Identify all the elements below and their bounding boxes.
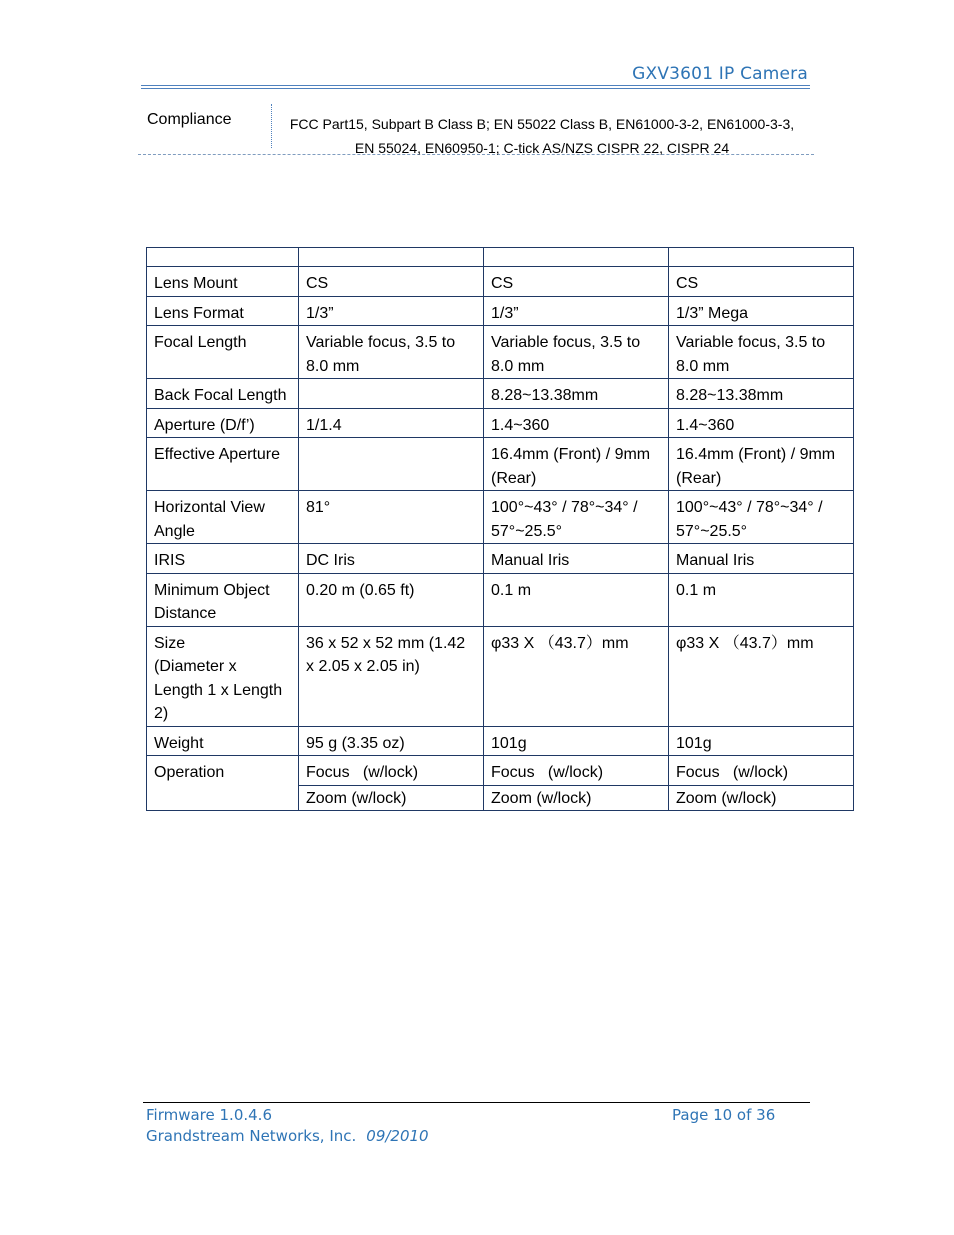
- value-cell: [484, 379, 669, 409]
- value-cell: [299, 326, 484, 379]
- cell-text: Angle: [154, 522, 195, 540]
- value-cell: [484, 726, 669, 756]
- row-label-cell: [147, 326, 299, 379]
- cell-text: 16.4mm (Front) / 9mm: [491, 446, 651, 463]
- cell-text: Size: [154, 634, 186, 652]
- cell-text: (Diameter x: [154, 658, 237, 675]
- cell-text: (Rear): [676, 469, 722, 487]
- cell-text: 1/3” Mega: [676, 304, 749, 322]
- value-cell: [484, 326, 669, 379]
- cell-text: Horizontal View: [154, 499, 265, 516]
- footer-page-number: Page 10 of 36: [672, 1106, 776, 1124]
- value-cell: [484, 626, 669, 726]
- cell-text: 57°~25.5°: [491, 522, 563, 540]
- table-row: [147, 626, 854, 726]
- cell-text: 101g: [491, 734, 527, 752]
- value-cell: [299, 573, 484, 626]
- cell-text: φ33 X （43.7）mm: [491, 634, 629, 652]
- cell-text: Manual Iris: [491, 552, 570, 569]
- row-label-cell: [147, 573, 299, 626]
- cell-text: Focal Length: [154, 334, 247, 351]
- row-label-cell: [147, 438, 299, 491]
- footer-rule: [143, 1102, 810, 1103]
- cell-text: 8.0 mm: [676, 357, 730, 375]
- cell-text: Variable focus, 3.5 to: [491, 334, 641, 351]
- value-cell: [669, 491, 854, 544]
- cell-text: 8.28~13.38mm: [676, 387, 784, 404]
- compliance-label: Compliance: [147, 111, 232, 128]
- cell-text: Variable focus, 3.5 to: [306, 334, 456, 351]
- value-cell: [299, 438, 484, 491]
- cell-text: 95 g (3.35 oz): [306, 734, 405, 752]
- header-rule: [141, 85, 810, 86]
- compliance-row: [138, 104, 814, 155]
- cell-text: Distance: [154, 605, 217, 622]
- cell-text: 1/1.4: [306, 416, 342, 434]
- cell-text: Weight: [154, 734, 204, 752]
- value-cell: [669, 726, 854, 756]
- cell-text: Effective Aperture: [154, 446, 280, 463]
- row-label-cell: Operation: [147, 756, 299, 811]
- operation-focus-cell: Focus (w/lock): [299, 756, 484, 786]
- cell-text: 100°~43° / 78°~34° /: [491, 499, 638, 516]
- value-cell: [484, 267, 669, 297]
- document-header-title: GXV3601 IP Camera: [632, 64, 808, 84]
- value-cell: [484, 296, 669, 326]
- cell-text: IRIS: [154, 552, 186, 569]
- operation-zoom-cell: Zoom (w/lock): [299, 785, 484, 811]
- cell-text: 1/3”: [491, 304, 519, 322]
- value-cell: [299, 267, 484, 297]
- cell-text: 1/3”: [306, 304, 334, 322]
- table-row: [147, 379, 854, 409]
- table-row: [147, 296, 854, 326]
- cell-text: 8.0 mm: [491, 357, 545, 375]
- cell-text: Manual Iris: [676, 552, 755, 569]
- row-label-cell: [147, 626, 299, 726]
- header-cell: [147, 248, 299, 267]
- cell-text: Length 1 x Length: [154, 681, 283, 699]
- footer-company-line: [146, 1127, 429, 1145]
- table-row-operation: [147, 756, 854, 786]
- cell-text: 16.4mm (Front) / 9mm: [676, 446, 836, 463]
- value-cell: [299, 491, 484, 544]
- cell-text: φ33 X （43.7）mm: [676, 634, 814, 652]
- cell-text: 8.0 mm: [306, 357, 360, 375]
- cell-text: 81°: [306, 499, 331, 516]
- footer-firmware: Firmware 1.0.4.6: [146, 1106, 272, 1124]
- header-cell: [669, 248, 854, 267]
- value-cell: [299, 726, 484, 756]
- row-label-cell: [147, 379, 299, 409]
- compliance-line-1: FCC Part15, Subpart B Class B; EN 55022 Class B, EN61000-3-2, EN61000-3-3,: [289, 116, 795, 132]
- value-cell: [299, 544, 484, 574]
- cell-text: Variable focus, 3.5 to: [676, 334, 826, 351]
- value-cell: [669, 326, 854, 379]
- cell-text: DC Iris: [306, 552, 355, 569]
- cell-text: 57°~25.5°: [676, 522, 748, 540]
- row-label-cell: [147, 296, 299, 326]
- value-cell: [669, 267, 854, 297]
- footer-company: Grandstream Networks, Inc.: [146, 1127, 357, 1145]
- cell-text: CS: [491, 275, 514, 292]
- table-header-row: [147, 248, 854, 267]
- value-cell: [484, 408, 669, 438]
- operation-focus-cell: Focus (w/lock): [669, 756, 854, 786]
- cell-text: 2): [154, 705, 169, 722]
- cell-text: 1.4~360: [491, 416, 550, 434]
- cell-text: Back Focal Length: [154, 387, 287, 404]
- value-cell: [669, 408, 854, 438]
- row-label-cell: [147, 408, 299, 438]
- value-cell: [299, 296, 484, 326]
- value-cell: [299, 626, 484, 726]
- cell-text: 8.28~13.38mm: [491, 387, 599, 404]
- value-cell: [484, 573, 669, 626]
- table-row: [147, 267, 854, 297]
- table-row: [147, 544, 854, 574]
- value-cell: [669, 296, 854, 326]
- cell-text: Aperture (D/f’): [154, 416, 255, 434]
- header-cell: [299, 248, 484, 267]
- value-cell: [484, 491, 669, 544]
- value-cell: [669, 379, 854, 409]
- table-row: [147, 573, 854, 626]
- header-cell: [484, 248, 669, 267]
- value-cell: [669, 438, 854, 491]
- cell-text: 0.1 m: [676, 581, 717, 599]
- operation-zoom-cell: Zoom (w/lock): [484, 785, 669, 811]
- header-rule-secondary: [141, 88, 810, 89]
- value-cell: [669, 626, 854, 726]
- row-label-cell: [147, 726, 299, 756]
- compliance-value: [278, 112, 806, 160]
- table-row: [147, 326, 854, 379]
- cell-text: 36 x 52 x 52 mm (1.42: [306, 634, 466, 652]
- cell-text: x 2.05 x 2.05 in): [306, 658, 420, 675]
- value-cell: [299, 379, 484, 409]
- lens-spec-table: [146, 247, 854, 811]
- cell-text: 100°~43° / 78°~34° /: [676, 499, 823, 516]
- operation-zoom-cell: Zoom (w/lock): [669, 785, 854, 811]
- row-label-cell: [147, 491, 299, 544]
- cell-text: 0.1 m: [491, 581, 532, 599]
- cell-text: Lens Mount: [154, 275, 238, 292]
- table-row: [147, 408, 854, 438]
- value-cell: [669, 573, 854, 626]
- row-label-cell: [147, 267, 299, 297]
- row-label-cell: [147, 544, 299, 574]
- compliance-separator: [271, 104, 272, 148]
- cell-text: 101g: [676, 734, 712, 752]
- cell-text: Minimum Object: [154, 581, 270, 599]
- compliance-line-2: EN 55024, EN60950-1; C-tick AS/NZS CISPR 22, CISPR 24: [354, 140, 730, 156]
- cell-text: CS: [676, 275, 699, 292]
- table-row: [147, 726, 854, 756]
- value-cell: [484, 544, 669, 574]
- footer-date: 09/2010: [366, 1127, 429, 1145]
- table-row: [147, 491, 854, 544]
- value-cell: [669, 544, 854, 574]
- cell-text: 1.4~360: [676, 416, 735, 434]
- value-cell: [299, 408, 484, 438]
- operation-focus-cell: Focus (w/lock): [484, 756, 669, 786]
- cell-text: Lens Format: [154, 304, 244, 322]
- cell-text: 0.20 m (0.65 ft): [306, 581, 415, 599]
- cell-text: CS: [306, 275, 329, 292]
- table-row: [147, 438, 854, 491]
- value-cell: [484, 438, 669, 491]
- cell-text: (Rear): [491, 469, 537, 487]
